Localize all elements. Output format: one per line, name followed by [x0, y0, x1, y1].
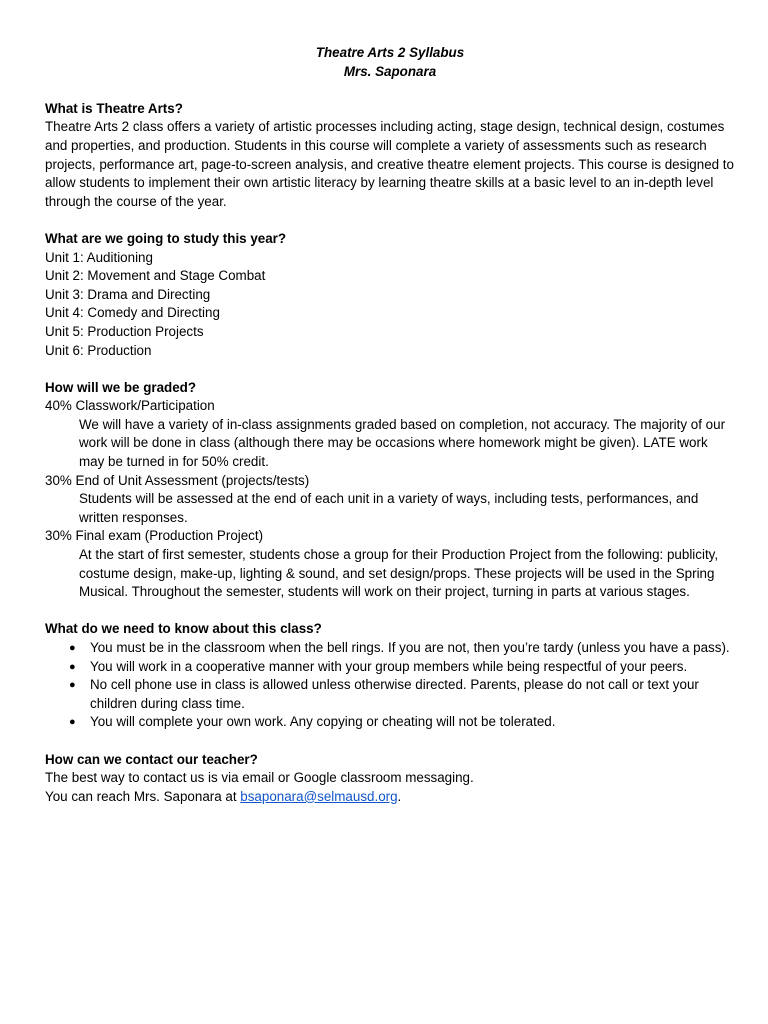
grading-category-label: 30% Final exam (Production Project)	[45, 528, 264, 544]
unit-item: Unit 3: Drama and Directing	[45, 286, 211, 302]
section-heading: What do we need to know about this class?	[45, 621, 322, 637]
section-study	[45, 230, 735, 360]
list-item-text: You must be in the classroom when the bell rings. If you are not, then you’re tardy (unless you have a pass).	[90, 640, 730, 655]
grading-category-description: We will have a variety of in-class assignments graded based on completion, not accuracy. The majority of our work will be done in class (although there may be occasions where homework might be given). LATE work may be turned in for 50% credit.	[79, 416, 726, 470]
section-what-is	[45, 100, 735, 212]
contact-email-line	[45, 788, 735, 807]
syllabus-page	[45, 44, 735, 806]
grading-category-description: At the start of first semester, students chose a group for their Production Project from the following: publicity, costume design, make-up, lighting & sound, and set design/props. These projects will be used in the Spring Musical. Throughout the semester, students will work on their project, turning in parts at various stages.	[79, 547, 719, 600]
unit-item: Unit 5: Production Projects	[45, 323, 204, 339]
section-contact	[45, 751, 735, 807]
grading-category-description: Students will be assessed at the end of each unit in a variety of ways, including tests, performances, and written responses.	[79, 491, 699, 525]
unit-item: Unit 2: Movement and Stage Combat	[45, 268, 266, 284]
grading-category-label: 30% End of Unit Assessment (projects/tests)	[45, 472, 310, 488]
list-item	[45, 658, 735, 677]
bullet-icon: ●	[69, 679, 76, 692]
list-item-text: You will work in a cooperative manner with your group members while being respectful of your peers.	[90, 658, 688, 674]
bullet-icon: ●	[69, 716, 76, 729]
unit-item: Unit 6: Production	[45, 342, 152, 358]
teacher-name: Mrs. Saponara	[343, 63, 437, 79]
list-item	[45, 713, 735, 732]
grading-category-label: 40% Classwork/Participation	[45, 398, 215, 414]
list-item-text: You will complete your own work. Any copying or cheating will not be tolerated.	[90, 714, 556, 730]
list-item	[45, 676, 735, 713]
section-heading: What are we going to study this year?	[45, 230, 287, 246]
contact-prefix: You can reach Mrs. Saponara at	[45, 788, 241, 804]
section-heading: What is Theatre Arts?	[45, 100, 183, 116]
unit-item: Unit 4: Comedy and Directing	[45, 305, 220, 321]
contact-line: The best way to contact us is via email or Google classroom messaging.	[45, 770, 474, 786]
list-item	[45, 639, 735, 658]
document-title: Theatre Arts 2 Syllabus	[315, 45, 465, 60]
bullet-icon: ●	[69, 660, 76, 673]
list-item-text: No cell phone use in class is allowed unless otherwise directed. Parents, please do not call or text your children during class time.	[90, 677, 699, 711]
bullet-icon: ●	[69, 642, 76, 654]
section-grading	[45, 379, 735, 602]
email-link[interactable]: bsaponara@selmausd.org	[240, 788, 398, 804]
section-heading: How can we contact our teacher?	[45, 751, 258, 767]
section-heading: How will we be graded?	[45, 379, 197, 395]
rules-list	[45, 639, 735, 732]
section-body: Theatre Arts 2 class offers a variety of artistic processes including acting, stage design, technical design, costumes and properties, and production. Students in this course will complete a variety of assessments such as research projects, performance art, page-to-screen analysis, and creative theatre element projects. This course is designed to allow students to implement their own artistic literacy by learning theatre skills at a basic level to an in-depth level through the course of the year.	[45, 119, 734, 209]
contact-suffix: .	[397, 788, 402, 804]
section-rules	[45, 620, 735, 732]
unit-item: Unit 1: Auditioning	[45, 249, 153, 265]
